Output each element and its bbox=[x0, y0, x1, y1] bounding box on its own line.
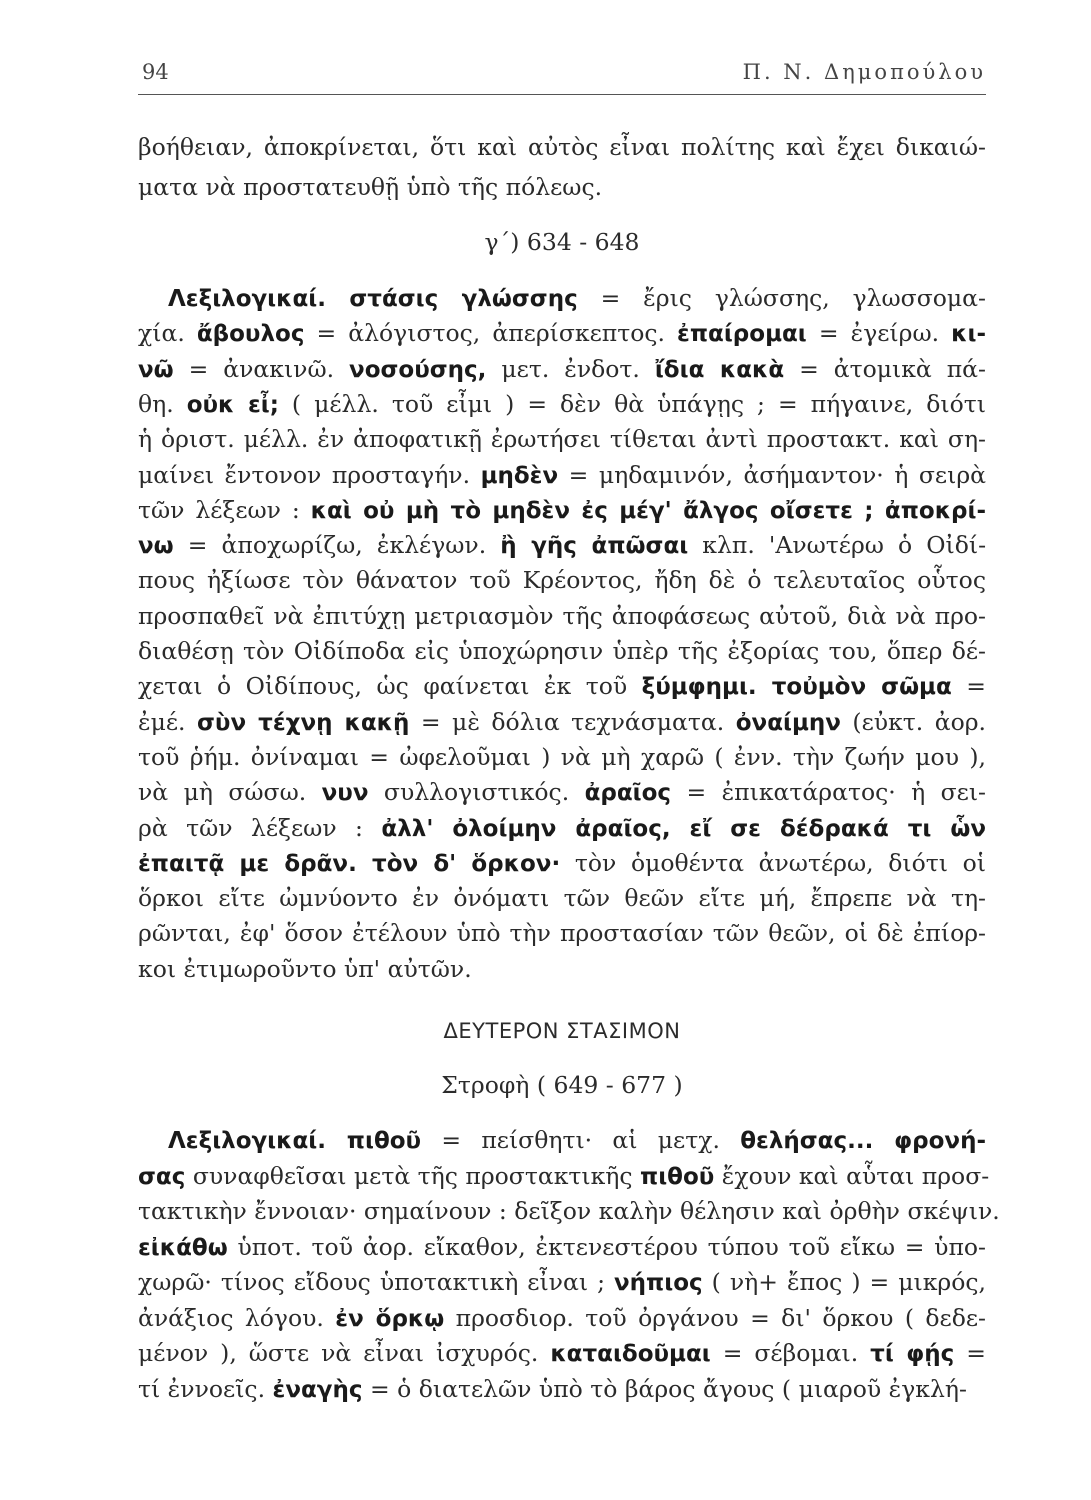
bold-term: Λεξιλογικαί. στάσις γλώσσης bbox=[168, 286, 578, 312]
bold-term: νήπιος bbox=[614, 1270, 703, 1296]
text-run: = ἐγείρω. bbox=[806, 319, 952, 348]
text-line bbox=[138, 599, 986, 633]
text-line bbox=[138, 916, 986, 950]
text-run: ὑποτ. τοῦ ἀορ. εἴκαθον, ἐκτενεστέρου τύπου τοῦ εἴκω = ὑπο- bbox=[227, 1232, 986, 1261]
page-number: 94 bbox=[142, 60, 169, 84]
bold-term: ἢ γῆς ἀπῶσαι bbox=[500, 533, 689, 560]
bold-term: νοσούσης, bbox=[349, 356, 487, 383]
bold-term: Λεξιλογικαί. πιθοῦ bbox=[168, 1128, 422, 1154]
text-run: ὅρκοι εἴτε ὠμνύοντο ἐν ὀνόματι τῶν θεῶν εἴτε μή, ἔπρεπε νὰ τη- bbox=[138, 884, 986, 913]
text-run: κοι ἐτιμωροῦντο ὑπ' αὐτῶν. bbox=[138, 954, 472, 983]
bold-term: ἐπαίρομαι bbox=[677, 321, 807, 348]
bold-term: θελήσας... φρονή- bbox=[740, 1128, 986, 1154]
text-line bbox=[138, 387, 986, 422]
bold-term: κι- bbox=[951, 321, 986, 348]
text-run: μαίνει ἔντονον προσταγήν. bbox=[138, 460, 481, 489]
text-run: συλλογιστικός. bbox=[368, 778, 585, 807]
bold-term: ἐπαιτᾷ με δρᾶν. τὸν δ' ὅρκον· bbox=[138, 850, 561, 877]
text-line bbox=[138, 775, 986, 810]
bold-term: ἄβουλος bbox=[196, 321, 305, 348]
text-run: = μὲ δόλια τεχνάσματα. bbox=[409, 707, 736, 736]
bold-term: νυν bbox=[321, 780, 369, 807]
text-line bbox=[138, 493, 986, 528]
text-run: ρῶνται, ἐφ' ὅσον ἐτέλουν ὑπὸ τὴν προστασίαν τῶν θεῶν, οἱ δὲ ἐπίορ- bbox=[138, 919, 986, 948]
text-run: = ἀτομικὰ πά- bbox=[784, 354, 986, 383]
text-line bbox=[138, 1301, 986, 1336]
text-run: συναφθεῖσαι μετὰ τῆς προστακτικῆς bbox=[185, 1161, 641, 1190]
text-run: νὰ μὴ σώσω. bbox=[138, 778, 322, 807]
text-line bbox=[138, 634, 986, 668]
text-line bbox=[138, 740, 986, 774]
text-run: ρὰ τῶν λέξεων : bbox=[138, 813, 382, 842]
text-run: χεται ὁ Οἰδίπους, ὡς φαίνεται ἐκ τοῦ bbox=[138, 672, 642, 701]
text-run: ἐμέ. bbox=[138, 707, 198, 736]
text-run: τοῦ ῥήμ. ὀνίναμαι = ὠφελοῦμαι ) νὰ μὴ χαρῶ ( ἐνν. τὴν ζωήν μου ), bbox=[138, 742, 986, 771]
text-line bbox=[138, 1230, 986, 1265]
bold-term: σας bbox=[138, 1163, 186, 1190]
text-line bbox=[138, 1372, 986, 1407]
running-header bbox=[138, 60, 986, 95]
text-run: μετ. ἐνδοτ. bbox=[486, 354, 655, 383]
text-line bbox=[138, 881, 986, 915]
text-line bbox=[168, 281, 986, 316]
bold-term: ἐναγὴς bbox=[272, 1376, 363, 1403]
text-line bbox=[138, 1336, 986, 1371]
text-run: = ἔρις γλώσσης, γλωσσομα- bbox=[577, 284, 986, 312]
text-line bbox=[138, 952, 986, 986]
text-run: (εὐκτ. ἀορ. bbox=[840, 707, 987, 736]
text-run: ἡ ὁριστ. μέλλ. ἐν ἀποφατικῇ ἐρωτήσει τίθεται ἀντὶ προστακτ. καὶ ση- bbox=[138, 425, 986, 454]
text-line bbox=[138, 1265, 986, 1300]
bold-term: ἐν ὅρκῳ bbox=[335, 1305, 445, 1332]
bold-term: πιθοῦ bbox=[640, 1163, 715, 1190]
text-run: χωρῶ· τίνος εἴδους ὑποτακτικὴ εἶναι ; bbox=[138, 1268, 615, 1296]
text-run: ( μέλλ. τοῦ εἶμι ) = δὲν θὰ ὑπάγῃς ; = πήγαινε, διότι bbox=[278, 389, 986, 418]
bold-term: εἰκάθω bbox=[138, 1234, 228, 1261]
text-run: χία. bbox=[138, 319, 197, 348]
text-line bbox=[138, 422, 986, 456]
bold-term: ἀραῖος bbox=[584, 780, 672, 807]
bold-term: ξύμφημι. τοὐμὸν σῶμα bbox=[641, 674, 952, 701]
text-line bbox=[138, 563, 986, 597]
text-run: = πείσθητι· αἱ μετχ. bbox=[421, 1126, 741, 1154]
text-run: τὸν ὁμοθέντα ἀνωτέρω, διότι οἱ bbox=[560, 848, 986, 877]
bold-term: καὶ οὐ μὴ τὸ μηδὲν ἐς μέγ' ἄλγος οἴσετε ; ἀποκρί- bbox=[310, 497, 987, 524]
text-run: = ἀλόγιστος, ἀπερίσκεπτος. bbox=[304, 319, 678, 348]
text-line: ματα νὰ προστατευθῇ ὑπὸ τῆς πόλεως. bbox=[138, 172, 603, 201]
text-line bbox=[168, 1123, 986, 1158]
text-run: = ἐπικατάρατος· ἡ σει- bbox=[671, 778, 986, 807]
section-subtitle: Στροφὴ ( 649 - 677 ) bbox=[441, 1071, 683, 1099]
bold-term: τί φῄς bbox=[870, 1341, 955, 1367]
text-run: προσπαθεῖ νὰ ἐπιτύχῃ μετριασμὸν τῆς ἀποφάσεως αὐτοῦ, διὰ νὰ προ- bbox=[138, 601, 986, 630]
section-title: ΔΕΥΤΕΡΟΝ ΣΤΑΣΙΜΟΝ bbox=[443, 1019, 681, 1043]
text-line: βοήθειαν, ἀποκρίνεται, ὅτι καὶ αὐτὸς εἶναι πολίτης καὶ ἔχει δικαιώ- bbox=[138, 133, 986, 161]
text-line bbox=[138, 352, 986, 387]
text-run: προσδιορ. τοῦ ὀργάνου = δι' ὅρκου ( δεδε- bbox=[444, 1303, 986, 1332]
bold-term: νῶ bbox=[138, 356, 174, 383]
text-run: = bbox=[954, 1339, 986, 1367]
bold-term: ὀναίμην bbox=[735, 709, 841, 736]
bold-term: μηδὲν bbox=[480, 462, 559, 489]
text-run: = σέβομαι. bbox=[710, 1339, 871, 1367]
text-line bbox=[138, 458, 986, 493]
section-heading: γ΄) 634 - 648 bbox=[484, 228, 640, 256]
text-run: = ἀνακινῶ. bbox=[173, 354, 350, 383]
text-run: = μηδαμινόν, ἀσήμαντον· ἡ σειρὰ bbox=[558, 460, 986, 489]
text-run: = bbox=[951, 672, 986, 701]
text-line bbox=[138, 528, 986, 563]
text-run: διαθέσῃ τὸν Οἰδίποδα εἰς ὑποχώρησιν ὑπὲρ τῆς ἐξορίας του, ὅπερ δέ- bbox=[138, 637, 986, 665]
text-run: μένον ), ὥστε νὰ εἶναι ἰσχυρός. bbox=[138, 1339, 551, 1367]
text-run: = ὁ διατελῶν ὑπὸ τὸ βάρος ἄγους ( μιαροῦ ἐγκλή- bbox=[362, 1374, 967, 1403]
text-line bbox=[138, 1194, 1000, 1228]
text-line bbox=[138, 1159, 990, 1194]
bold-term: νω bbox=[138, 533, 174, 560]
text-run: = ἀποχωρίζω, ἐκλέγων. bbox=[173, 531, 501, 560]
bold-term: ἴδια κακὰ bbox=[654, 356, 785, 383]
running-head-author: Π. Ν. Δημοπούλου bbox=[742, 60, 986, 84]
bold-term: σὺν τέχνῃ κακῇ bbox=[197, 709, 410, 736]
text-line bbox=[138, 669, 986, 704]
text-run: τί ἐννοεῖς. bbox=[138, 1374, 273, 1403]
text-line bbox=[138, 846, 986, 881]
text-run: ἔχουν καὶ αὗται προσ- bbox=[714, 1161, 990, 1190]
text-run: τῶν λέξεων : bbox=[138, 495, 311, 524]
text-line bbox=[138, 705, 986, 740]
text-run: κλπ. 'Ανωτέρω ὁ Οἰδί- bbox=[688, 531, 987, 560]
text-line bbox=[138, 316, 986, 351]
text-run: ἀνάξιος λόγου. bbox=[138, 1303, 336, 1332]
bold-term: ἀλλ' ὀλοίμην ἀραῖος, εἴ σε δέδρακά τι ὧν bbox=[381, 815, 986, 842]
bold-term: οὐκ εἶ; bbox=[186, 391, 279, 418]
text-line bbox=[138, 811, 986, 846]
text-run: ( νὴ+ ἔπος ) = μικρός, bbox=[702, 1268, 986, 1296]
text-run: θη. bbox=[138, 389, 187, 418]
text-run: πους ἠξίωσε τὸν θάνατον τοῦ Κρέοντος, ἤδη δὲ ὁ τελευταῖος οὗτος bbox=[138, 566, 986, 595]
text-run: τακτικὴν ἔννοιαν· σημαίνουν : δεῖξον καλὴν θέλησιν καὶ ὀρθὴν σκέψιν. bbox=[138, 1197, 1000, 1225]
bold-term: καταιδοῦμαι bbox=[550, 1341, 711, 1367]
